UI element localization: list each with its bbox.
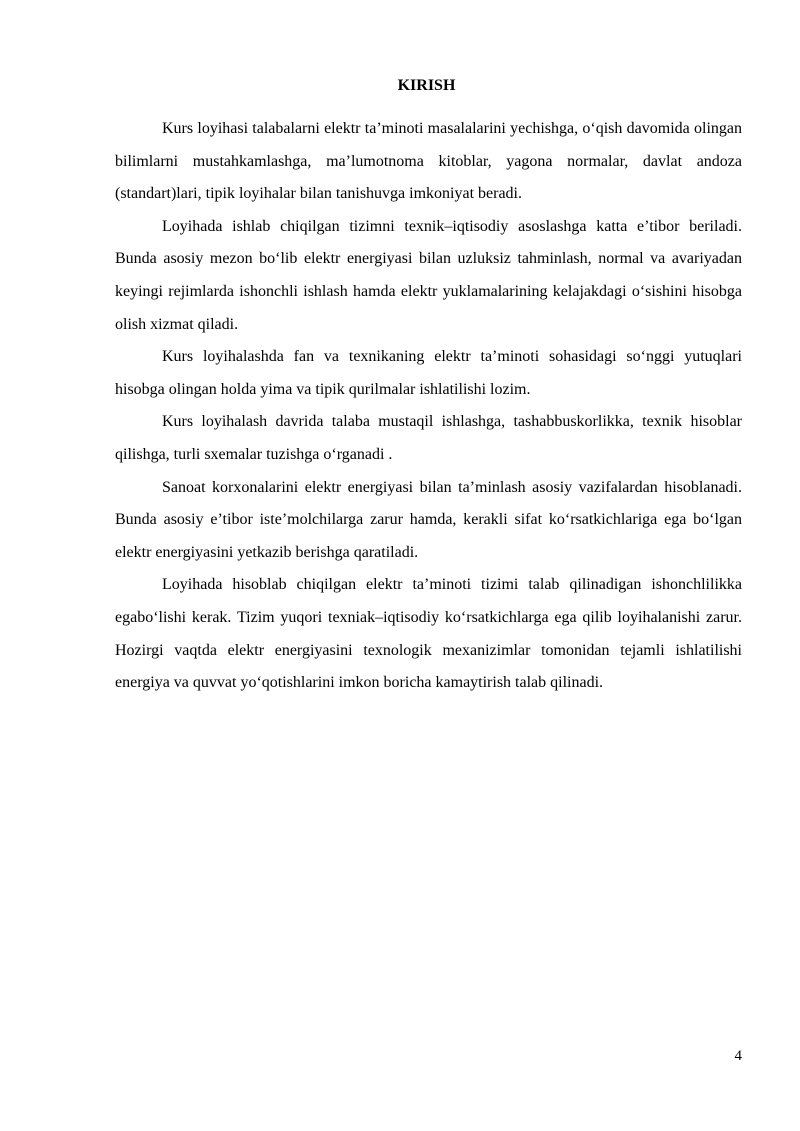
paragraph-6: Loyihada hisoblab chiqilgan elektr ta’minoti tizimi talab qilinadigan ishonchlilikka egabo‘lishi kerak. Tizim yuqori texniak–iqtisodiy ko‘rsatkichlarga ega qilib loyihalanishi zarur. Hozirgi vaqtda elektr energiyasini texnologik mexanizimlar tomonidan tejamli ishlatilishi energiya va quvvat yo‘qotishlarini imkon boricha kamaytirish talab qilinadi. bbox=[115, 576, 742, 692]
body-text bbox=[115, 113, 742, 700]
paragraph-2: Loyihada ishlab chiqilgan tizimni texnik–iqtisodiy asoslashga katta e’tibor beriladi. Bunda asosiy mezon bo‘lib elektr energiyasi bilan uzluksiz tahminlash, normal va avariyadan keyingi rejimlarda ishonchli ishlash hamda elektr yuklamalarining kelajakdagi o‘sishini hisobga olish xizmat qiladi. bbox=[115, 217, 742, 333]
paragraph-3: Kurs loyihalashda fan va texnikaning elektr ta’minoti sohasidagi so‘nggi yutuqlari hisobga olingan holda yima va tipik qurilmalar ishlatilishi lozim. bbox=[115, 348, 742, 398]
paragraph-1: Kurs loyihasi talabalarni elektr ta’minoti masalalarini yechishga, o‘qish davomida olingan bilimlarni mustahkamlashga, ma’lumotnoma kitoblar, yagona normalar, davlat andoza (standart)lari, tipik loyihalar bilan tanishuvga imkoniyat beradi. bbox=[115, 120, 742, 203]
paragraph-5: Sanoat korxonalarini elektr energiyasi bilan ta’minlash asosiy vazifalardan hisoblanadi. Bunda asosiy e’tibor iste’molchilarga zarur hamda, kerakli sifat ko‘rsatkichlariga ega bo‘lgan elektr energiyasini yetkazib berishga qaratiladi. bbox=[115, 478, 742, 561]
page-title: KIRISH bbox=[397, 77, 456, 94]
paragraph-4: Kurs loyihalash davrida talaba mustaqil ishlashga, tashabbuskorlikka, texnik hisoblar qilishga, turli sxemalar tuzishga o‘rganadi . bbox=[115, 413, 742, 463]
page-number: 4 bbox=[734, 1048, 742, 1064]
